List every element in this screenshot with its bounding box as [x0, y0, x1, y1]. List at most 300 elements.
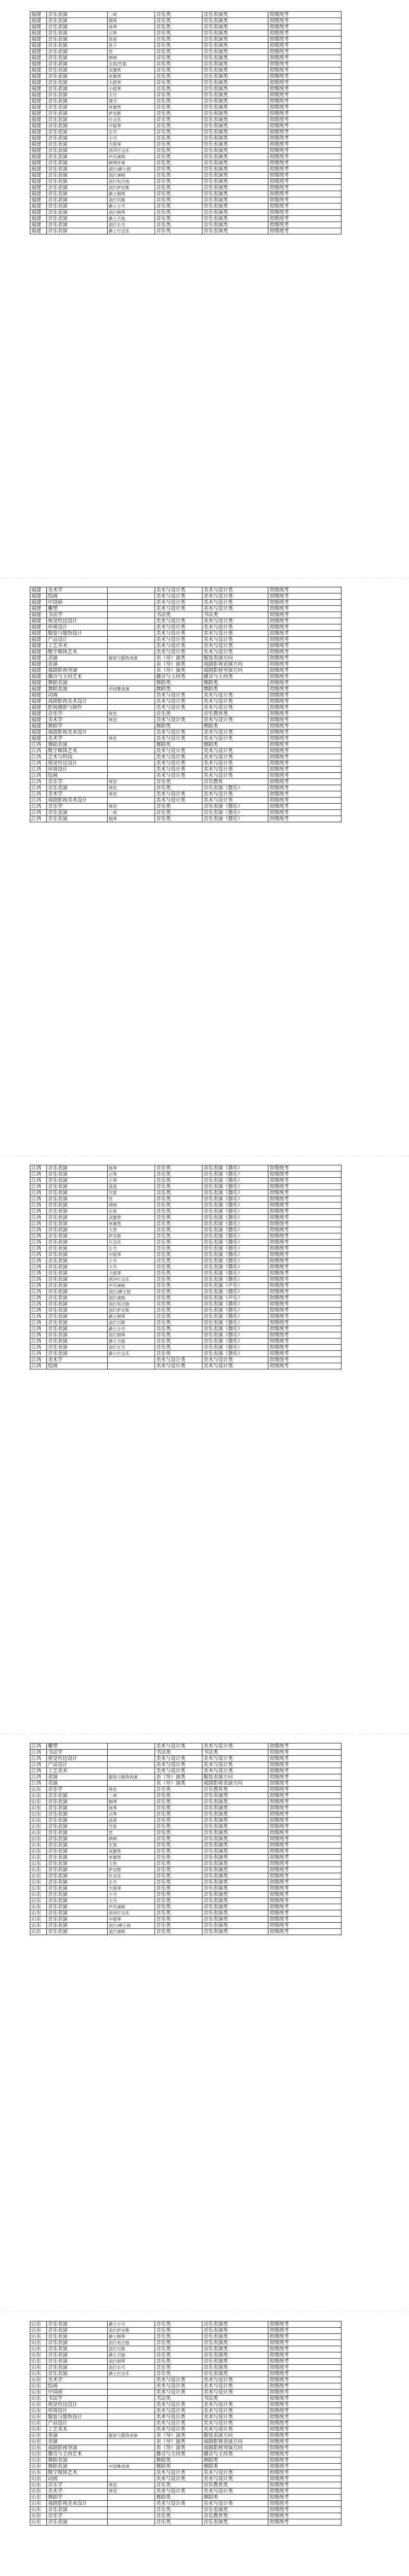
major-cell: 音乐表演	[47, 160, 108, 166]
major-cell: 音乐表演	[47, 61, 108, 67]
category-cell: 音乐类	[155, 111, 202, 117]
table-row	[30, 791, 342, 798]
exam-type-cell: 美术与设计类	[202, 736, 268, 742]
table-row	[30, 222, 342, 228]
province-cell: 江西	[30, 1351, 47, 1357]
category-cell: 音乐类	[155, 1332, 202, 1338]
exam-type-cell: 戏剧影视表演方向	[202, 2439, 268, 2445]
province-cell: 江西	[30, 1277, 47, 1283]
major-cell: 音乐表演	[47, 816, 108, 822]
table-row	[30, 1904, 342, 1910]
exam-method-cell: 省级统考	[268, 631, 342, 637]
direction-cell: 大号	[108, 92, 155, 98]
direction-cell	[108, 767, 155, 773]
direction-cell	[108, 2451, 155, 2458]
table-row	[30, 43, 342, 49]
province-cell: 福建	[30, 18, 47, 24]
direction-cell: 流行电吉他	[108, 179, 155, 185]
exam-type-cell: 音乐表演（器乐）	[202, 785, 268, 791]
direction-cell: 西洋打击乐	[108, 148, 155, 154]
province-cell: 山东	[30, 1873, 47, 1879]
direction-cell: 爵士钢琴	[108, 2334, 155, 2340]
exam-method-cell: 省级统考	[268, 1836, 342, 1842]
exam-type-cell: 美术与设计类	[202, 2402, 268, 2408]
province-cell: 山东	[30, 2396, 47, 2402]
table-row	[30, 1277, 342, 1283]
direction-cell: 大号	[108, 1898, 155, 1904]
exam-type-cell: 音乐表演类	[202, 67, 268, 74]
category-cell: 音乐类	[155, 1240, 202, 1246]
province-cell: 福建	[30, 80, 47, 86]
province-cell: 山东	[30, 1799, 47, 1805]
exam-type-cell: 音乐教育类	[202, 1787, 268, 1793]
table-row	[30, 2464, 342, 2470]
direction-cell	[108, 2513, 155, 2519]
direction-cell: 爵士吉他	[108, 2352, 155, 2359]
direction-cell: 师范	[108, 717, 155, 723]
province-cell: 山东	[30, 2334, 47, 2340]
exam-method-cell: 省级统考	[268, 1750, 342, 1756]
direction-cell	[108, 674, 155, 680]
major-cell: 音乐表演	[47, 1215, 108, 1221]
province-cell: 江西	[30, 1240, 47, 1246]
table-row	[30, 2371, 342, 2377]
exam-type-cell: 音乐表演（器乐）	[202, 1308, 268, 1314]
major-cell: 绘画	[47, 1363, 108, 1369]
exam-method-cell: 省级统考	[268, 129, 342, 135]
table-row	[30, 736, 342, 742]
exam-type-cell: 美术与设计类	[202, 587, 268, 594]
major-cell: 音乐表演	[47, 1240, 108, 1246]
exam-method-cell: 省级统考	[268, 2513, 342, 2519]
direction-cell: 声乐演唱	[108, 154, 155, 160]
major-cell: 音乐表演	[47, 1923, 108, 1929]
province-cell: 福建	[30, 197, 47, 204]
exam-method-cell: 省级统考	[268, 86, 342, 92]
province-cell: 山东	[30, 1811, 47, 1818]
category-cell: 舞蹈类	[155, 2458, 202, 2464]
exam-method-cell: 省级统考	[268, 43, 342, 49]
table-row	[30, 123, 342, 129]
major-cell: 美术学	[47, 587, 108, 594]
direction-cell: 长号	[108, 1879, 155, 1886]
exam-method-cell: 省级统考	[268, 773, 342, 779]
province-cell: 江西	[30, 785, 47, 791]
major-cell: 舞蹈学	[47, 2495, 108, 2501]
province-cell: 江西	[30, 810, 47, 816]
table-row	[30, 2346, 342, 2352]
table-row	[30, 742, 342, 748]
category-cell: 美术与设计类	[155, 624, 202, 631]
table-row	[30, 1892, 342, 1898]
direction-cell: 爵士小号	[108, 204, 155, 210]
province-cell: 山东	[30, 2476, 47, 2482]
category-cell: 美术与设计类	[155, 717, 202, 723]
category-cell: 音乐类	[155, 2352, 202, 2359]
category-cell: 音乐类	[155, 173, 202, 179]
table-row	[30, 1879, 342, 1886]
table-row	[30, 1750, 342, 1756]
province-cell: 福建	[30, 105, 47, 111]
category-cell: 音乐类	[155, 179, 202, 185]
category-cell: 音乐类	[155, 2371, 202, 2377]
direction-cell: 流行长号	[108, 1345, 155, 1351]
exam-method-cell: 省级统考	[268, 1787, 342, 1793]
category-cell: 音乐类	[155, 2365, 202, 2371]
exam-method-cell: 省级统考	[268, 191, 342, 197]
province-cell: 山东	[30, 1879, 47, 1886]
table-row	[30, 129, 342, 135]
province-cell: 福建	[30, 655, 47, 662]
direction-cell: 古筝	[108, 30, 155, 37]
direction-cell: 中提琴	[108, 1917, 155, 1923]
province-cell: 福建	[30, 86, 47, 92]
province-cell: 江西	[30, 1332, 47, 1338]
exam-type-cell: 音乐表演类	[202, 1805, 268, 1811]
direction-cell	[108, 2476, 155, 2482]
exam-type-cell: 美术与设计类	[202, 631, 268, 637]
category-cell: 音乐类	[155, 1264, 202, 1270]
table-row	[30, 1289, 342, 1295]
major-cell: 表演	[47, 662, 108, 668]
province-cell: 江西	[30, 1308, 47, 1314]
exam-method-cell: 省级统考	[268, 135, 342, 142]
table-row	[30, 2396, 342, 2402]
major-cell: 工艺美术	[47, 2427, 108, 2433]
major-cell: 视觉传达设计	[47, 1756, 108, 1762]
province-cell: 山东	[30, 2501, 47, 2507]
major-cell: 音乐表演	[47, 185, 108, 191]
table-row	[30, 228, 342, 234]
province-cell: 山东	[30, 1836, 47, 1842]
exam-method-cell: 省级统考	[268, 1855, 342, 1861]
exam-type-cell: 音乐表演类	[202, 2365, 268, 2371]
exam-type-cell: 音乐表演类	[202, 2359, 268, 2365]
major-cell: 音乐表演	[47, 1320, 108, 1326]
major-cell: 音乐表演	[47, 1295, 108, 1301]
table-row	[30, 767, 342, 773]
direction-cell	[108, 2408, 155, 2414]
table-row	[30, 1240, 342, 1246]
exam-method-cell: 省级统考	[268, 1842, 342, 1849]
major-cell: 视觉传达设计	[47, 760, 108, 767]
major-cell: 音乐表演	[47, 111, 108, 117]
major-cell: 环境设计	[47, 624, 108, 631]
province-cell: 江西	[30, 1184, 47, 1190]
exam-type-cell: 音乐表演类	[202, 18, 268, 24]
major-cell: 音乐表演	[47, 1332, 108, 1338]
table-row	[30, 1338, 342, 1345]
exam-type-cell: 美术与设计类	[202, 754, 268, 760]
exam-method-cell: 省级统考	[268, 1793, 342, 1799]
major-cell: 音乐表演	[47, 1879, 108, 1886]
table-row	[30, 2507, 342, 2513]
direction-cell	[108, 723, 155, 730]
exam-type-cell: 播音与主持类	[202, 674, 268, 680]
province-cell: 福建	[30, 643, 47, 649]
table-row	[30, 1849, 342, 1855]
category-cell: 音乐类	[155, 2507, 202, 2513]
province-cell: 福建	[30, 98, 47, 105]
exam-type-cell: 音乐表演（器乐）	[202, 1184, 268, 1190]
major-cell: 舞蹈学	[47, 723, 108, 730]
major-cell: 音乐表演	[47, 30, 108, 37]
table-row	[30, 1910, 342, 1917]
direction-cell: 双簧管	[108, 1215, 155, 1221]
major-cell: 音乐表演	[47, 1351, 108, 1357]
category-cell: 音乐类	[155, 1233, 202, 1240]
exam-type-cell: 舞蹈类	[202, 742, 268, 748]
major-cell: 音乐表演	[47, 43, 108, 49]
province-cell: 江西	[30, 1221, 47, 1227]
exam-method-cell: 省级统考	[268, 1898, 342, 1904]
province-cell: 江西	[30, 1750, 47, 1756]
table-row	[30, 154, 342, 160]
major-cell: 音乐学	[47, 779, 108, 785]
exam-method-cell: 省级统考	[268, 2451, 342, 2458]
province-cell: 山东	[30, 2383, 47, 2389]
direction-cell: 古筝	[108, 1811, 155, 1818]
table-row	[30, 810, 342, 816]
category-cell: 音乐类	[155, 1842, 202, 1849]
major-cell: 音乐表演	[47, 1898, 108, 1904]
major-cell: 音乐表演	[47, 1270, 108, 1277]
exam-method-cell: 省级统考	[268, 2507, 342, 2513]
major-cell: 音乐表演	[47, 1246, 108, 1252]
major-cell: 音乐表演	[47, 1202, 108, 1209]
category-cell: 音乐类	[155, 1202, 202, 1209]
major-cell: 美术学	[47, 717, 108, 723]
category-cell: 美术与设计类	[155, 606, 202, 612]
province-cell: 福建	[30, 631, 47, 637]
table-row	[30, 185, 342, 191]
category-cell: 音乐类	[155, 1879, 202, 1886]
major-cell: 音乐表演	[47, 166, 108, 173]
exam-type-cell: 音乐表演类	[202, 228, 268, 234]
province-cell: 山东	[30, 2389, 47, 2396]
major-cell: 音乐表演	[47, 197, 108, 204]
major-cell: 戏剧影视导演	[47, 668, 108, 674]
exam-method-cell: 省级统考	[268, 179, 342, 185]
direction-cell	[108, 798, 155, 804]
province-cell: 山东	[30, 2495, 47, 2501]
exam-method-cell: 省级统考	[268, 1892, 342, 1898]
table-row	[30, 587, 342, 594]
table-row	[30, 191, 342, 197]
direction-cell: 流行萨克斯	[108, 185, 155, 191]
exam-method-cell: 省级统考	[268, 1830, 342, 1836]
major-cell: 表演	[47, 2439, 108, 2445]
major-cell: 音乐表演	[47, 1196, 108, 1202]
table-row	[30, 179, 342, 185]
direction-cell: 单簧管	[108, 1855, 155, 1861]
major-cell: 表演	[47, 1774, 108, 1781]
direction-cell: 二胡	[108, 810, 155, 816]
category-cell: 美术与设计类	[155, 594, 202, 600]
direction-cell: 爵士打击乐	[108, 2371, 155, 2377]
category-cell: 音乐类	[155, 1178, 202, 1184]
exam-method-cell: 省级统考	[268, 1215, 342, 1221]
table-row	[30, 1824, 342, 1830]
exam-type-cell: 音乐表演（器乐）	[202, 1252, 268, 1258]
major-cell: 音乐表演	[47, 55, 108, 61]
exam-method-cell: 省级统考	[268, 80, 342, 86]
exam-method-cell: 省级统考	[268, 699, 342, 705]
major-cell: 音乐表演	[47, 1190, 108, 1196]
category-cell: 音乐类	[155, 1824, 202, 1830]
table-row	[30, 61, 342, 67]
table-row	[30, 1357, 342, 1363]
direction-cell: 小号	[108, 1258, 155, 1264]
exam-method-cell: 省级统考	[268, 686, 342, 692]
exam-type-cell: 音乐表演类	[202, 1886, 268, 1892]
exam-type-cell: 音乐表演（器乐）	[202, 1196, 268, 1202]
exam-method-cell: 省级统考	[268, 2328, 342, 2334]
category-cell: 音乐类	[155, 98, 202, 105]
major-cell: 美术学	[47, 791, 108, 798]
exam-method-cell: 省级统考	[268, 18, 342, 24]
major-cell: 音乐表演	[47, 1873, 108, 1879]
exam-method-cell: 省级统考	[268, 779, 342, 785]
category-cell: 音乐类	[155, 1172, 202, 1178]
table-row	[30, 1363, 342, 1369]
province-cell: 福建	[30, 12, 47, 18]
major-cell: 音乐表演	[47, 1178, 108, 1184]
major-cell: 书法学	[47, 2396, 108, 2402]
category-cell: 美术与设计类	[155, 2383, 202, 2389]
direction-cell	[108, 2501, 155, 2507]
exam-type-cell: 音乐表演类	[202, 1923, 268, 1929]
province-cell: 福建	[30, 637, 47, 643]
category-cell: 音乐类	[155, 1283, 202, 1289]
table-row	[30, 2352, 342, 2359]
exam-method-cell: 省级统考	[268, 618, 342, 624]
major-cell: 音乐表演	[47, 1308, 108, 1314]
major-cell: 音乐表演	[47, 1904, 108, 1910]
table-row	[30, 705, 342, 711]
direction-cell	[108, 649, 155, 655]
table-row	[30, 618, 342, 624]
table-row	[30, 760, 342, 767]
major-cell: 音乐表演	[47, 1283, 108, 1289]
major-cell: 音乐表演	[47, 135, 108, 142]
direction-cell: 大号	[108, 1264, 155, 1270]
category-cell: 播音与主持类	[155, 2451, 202, 2458]
province-cell: 山东	[30, 2346, 47, 2352]
province-cell: 江西	[30, 742, 47, 748]
table-row	[30, 24, 342, 30]
category-cell: 音乐类	[155, 1351, 202, 1357]
category-cell: 音乐类	[155, 2513, 202, 2519]
category-cell: 舞蹈类	[155, 680, 202, 686]
direction-cell	[108, 587, 155, 594]
table-row	[30, 1886, 342, 1892]
direction-cell: 服装与服饰表演	[108, 2433, 155, 2439]
category-cell: 音乐类	[155, 2328, 202, 2334]
direction-cell	[108, 2495, 155, 2501]
exam-method-cell: 省级统考	[268, 98, 342, 105]
table-row	[30, 2488, 342, 2495]
major-cell: 音乐表演	[47, 1824, 108, 1830]
major-cell: 音乐表演	[47, 2371, 108, 2377]
exam-type-cell: 美术与设计类	[202, 2377, 268, 2383]
province-cell: 山东	[30, 1842, 47, 1849]
exam-type-cell: 美术与设计类	[202, 2427, 268, 2433]
direction-cell: 中提琴	[108, 123, 155, 129]
province-cell: 山东	[30, 1787, 47, 1793]
exam-method-cell: 省级统考	[268, 2482, 342, 2488]
exam-type-cell: 音乐表演类	[202, 1879, 268, 1886]
direction-cell: 单簧管	[108, 1221, 155, 1227]
exam-method-cell: 省级统考	[268, 2334, 342, 2340]
table-row	[30, 2433, 342, 2439]
province-cell: 福建	[30, 37, 47, 43]
exam-type-cell: 音乐表演类	[202, 123, 268, 129]
enrollment-table	[30, 1743, 342, 1935]
category-cell: 音乐类	[155, 123, 202, 129]
exam-type-cell: 美术与设计类	[202, 594, 268, 600]
exam-type-cell: 书法类	[202, 1750, 268, 1756]
province-cell: 福建	[30, 166, 47, 173]
province-cell: 江西	[30, 1774, 47, 1781]
category-cell: 音乐类	[155, 1892, 202, 1898]
province-cell: 江西	[30, 1258, 47, 1264]
province-cell: 山东	[30, 2340, 47, 2346]
exam-method-cell: 省级统考	[268, 1811, 342, 1818]
exam-method-cell: 省级统考	[268, 2396, 342, 2402]
province-cell: 山东	[30, 1793, 47, 1799]
category-cell: 音乐类	[155, 1295, 202, 1301]
category-cell: 美术与设计类	[155, 736, 202, 742]
major-cell: 音乐表演	[47, 1861, 108, 1867]
direction-cell: 爵士钢琴	[108, 1314, 155, 1320]
enrollment-table	[30, 2321, 342, 2526]
exam-type-cell: 美术与设计类	[202, 748, 268, 754]
exam-method-cell: 省级统考	[268, 2470, 342, 2476]
category-cell: 美术与设计类	[155, 587, 202, 594]
table-row	[30, 2482, 342, 2488]
exam-method-cell: 省级统考	[268, 1190, 342, 1196]
direction-cell: 流行/爵士鼓	[108, 1923, 155, 1929]
direction-cell	[108, 2420, 155, 2427]
exam-type-cell: 美术与设计类	[202, 2470, 268, 2476]
province-cell: 福建	[30, 736, 47, 742]
major-cell: 音乐表演	[47, 67, 108, 74]
table-row	[30, 1246, 342, 1252]
province-cell: 福建	[30, 210, 47, 216]
exam-method-cell: 省级统考	[268, 12, 342, 18]
direction-cell	[108, 2377, 155, 2383]
exam-type-cell: 音乐表演（器乐）	[202, 1289, 268, 1295]
category-cell: 音乐类	[155, 148, 202, 154]
major-cell: 美术学	[47, 2488, 108, 2495]
exam-method-cell: 省级统考	[268, 742, 342, 748]
direction-cell: 流行钢琴	[108, 210, 155, 216]
major-cell: 音乐表演	[47, 1289, 108, 1295]
exam-method-cell: 省级统考	[268, 2420, 342, 2427]
category-cell: 音乐类	[155, 142, 202, 148]
exam-type-cell: 音乐表演类	[202, 1910, 268, 1917]
exam-method-cell: 省级统考	[268, 1363, 342, 1369]
category-cell: 表（导）演类	[155, 655, 202, 662]
exam-type-cell: 音乐表演类	[202, 1842, 268, 1849]
exam-type-cell: 音乐表演类	[202, 80, 268, 86]
major-cell: 工艺美术	[47, 1768, 108, 1774]
exam-method-cell: 省级统考	[268, 1910, 342, 1917]
exam-method-cell: 省级统考	[268, 606, 342, 612]
direction-cell: 竹笛	[108, 1190, 155, 1196]
category-cell: 音乐类	[155, 18, 202, 24]
